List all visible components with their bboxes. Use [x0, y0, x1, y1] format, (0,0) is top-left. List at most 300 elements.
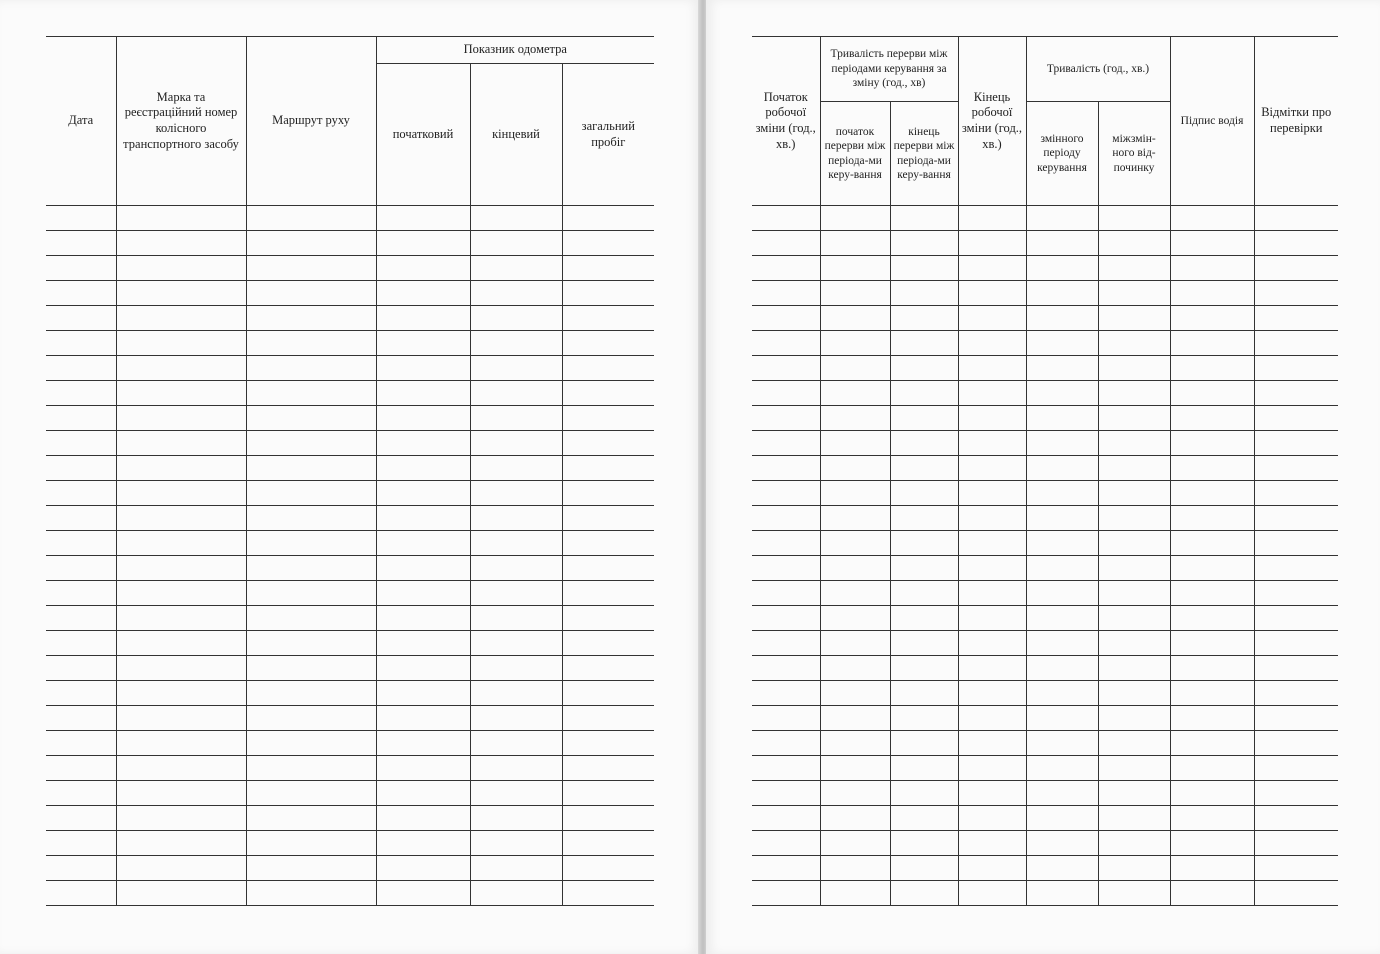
work-time-cell[interactable] — [1254, 431, 1338, 456]
trip-log-cell[interactable] — [376, 206, 470, 231]
work-time-cell[interactable] — [1098, 856, 1170, 881]
work-time-cell[interactable] — [752, 781, 820, 806]
work-time-cell[interactable] — [1254, 406, 1338, 431]
work-time-cell[interactable] — [1098, 831, 1170, 856]
work-time-cell[interactable] — [958, 231, 1026, 256]
trip-log-cell[interactable] — [562, 481, 654, 506]
trip-log-cell[interactable] — [562, 581, 654, 606]
work-time-cell[interactable] — [1254, 706, 1338, 731]
work-time-cell[interactable] — [1254, 231, 1338, 256]
work-time-cell[interactable] — [752, 581, 820, 606]
work-time-cell[interactable] — [820, 281, 890, 306]
work-time-cell[interactable] — [890, 856, 958, 881]
work-time-cell[interactable] — [1170, 481, 1254, 506]
trip-log-cell[interactable] — [246, 406, 376, 431]
trip-log-cell[interactable] — [116, 331, 246, 356]
trip-log-cell[interactable] — [246, 831, 376, 856]
trip-log-cell[interactable] — [562, 781, 654, 806]
trip-log-cell[interactable] — [46, 756, 116, 781]
trip-log-cell[interactable] — [470, 381, 562, 406]
work-time-cell[interactable] — [958, 631, 1026, 656]
work-time-cell[interactable] — [890, 531, 958, 556]
trip-log-cell[interactable] — [376, 656, 470, 681]
work-time-cell[interactable] — [1098, 756, 1170, 781]
trip-log-cell[interactable] — [470, 356, 562, 381]
work-time-cell[interactable] — [1026, 431, 1098, 456]
trip-log-cell[interactable] — [116, 756, 246, 781]
trip-log-cell[interactable] — [246, 506, 376, 531]
work-time-cell[interactable] — [1254, 481, 1338, 506]
trip-log-cell[interactable] — [470, 781, 562, 806]
trip-log-cell[interactable] — [562, 656, 654, 681]
work-time-cell[interactable] — [1170, 381, 1254, 406]
trip-log-cell[interactable] — [470, 856, 562, 881]
trip-log-cell[interactable] — [470, 406, 562, 431]
work-time-cell[interactable] — [820, 431, 890, 456]
trip-log-cell[interactable] — [562, 706, 654, 731]
trip-log-cell[interactable] — [46, 831, 116, 856]
trip-log-cell[interactable] — [116, 231, 246, 256]
trip-log-cell[interactable] — [376, 481, 470, 506]
trip-log-cell[interactable] — [46, 606, 116, 631]
trip-log-cell[interactable] — [562, 281, 654, 306]
work-time-cell[interactable] — [890, 556, 958, 581]
trip-log-cell[interactable] — [470, 606, 562, 631]
work-time-cell[interactable] — [1254, 806, 1338, 831]
trip-log-cell[interactable] — [46, 406, 116, 431]
trip-log-cell[interactable] — [470, 756, 562, 781]
work-time-cell[interactable] — [752, 406, 820, 431]
trip-log-cell[interactable] — [562, 756, 654, 781]
work-time-cell[interactable] — [1026, 706, 1098, 731]
trip-log-cell[interactable] — [562, 531, 654, 556]
trip-log-cell[interactable] — [562, 456, 654, 481]
trip-log-cell[interactable] — [116, 781, 246, 806]
work-time-cell[interactable] — [1170, 631, 1254, 656]
trip-log-cell[interactable] — [116, 456, 246, 481]
work-time-cell[interactable] — [1254, 681, 1338, 706]
work-time-cell[interactable] — [1098, 781, 1170, 806]
work-time-cell[interactable] — [752, 306, 820, 331]
work-time-cell[interactable] — [958, 281, 1026, 306]
work-time-cell[interactable] — [752, 631, 820, 656]
trip-log-cell[interactable] — [470, 481, 562, 506]
work-time-cell[interactable] — [820, 256, 890, 281]
work-time-cell[interactable] — [1098, 431, 1170, 456]
work-time-cell[interactable] — [1026, 406, 1098, 431]
work-time-cell[interactable] — [890, 506, 958, 531]
trip-log-cell[interactable] — [562, 256, 654, 281]
trip-log-cell[interactable] — [376, 406, 470, 431]
work-time-cell[interactable] — [1098, 681, 1170, 706]
trip-log-cell[interactable] — [376, 431, 470, 456]
work-time-cell[interactable] — [1170, 256, 1254, 281]
trip-log-cell[interactable] — [46, 581, 116, 606]
work-time-cell[interactable] — [1026, 256, 1098, 281]
trip-log-cell[interactable] — [46, 631, 116, 656]
work-time-cell[interactable] — [1098, 331, 1170, 356]
trip-log-cell[interactable] — [376, 881, 470, 906]
trip-log-cell[interactable] — [46, 281, 116, 306]
trip-log-cell[interactable] — [376, 256, 470, 281]
work-time-cell[interactable] — [890, 806, 958, 831]
trip-log-cell[interactable] — [376, 331, 470, 356]
trip-log-cell[interactable] — [376, 681, 470, 706]
work-time-cell[interactable] — [890, 631, 958, 656]
work-time-cell[interactable] — [1026, 856, 1098, 881]
work-time-cell[interactable] — [1170, 506, 1254, 531]
work-time-cell[interactable] — [1098, 381, 1170, 406]
trip-log-cell[interactable] — [562, 831, 654, 856]
trip-log-cell[interactable] — [116, 731, 246, 756]
work-time-cell[interactable] — [1098, 806, 1170, 831]
trip-log-cell[interactable] — [562, 556, 654, 581]
work-time-cell[interactable] — [1026, 756, 1098, 781]
work-time-cell[interactable] — [1170, 431, 1254, 456]
work-time-cell[interactable] — [958, 431, 1026, 456]
work-time-cell[interactable] — [1254, 656, 1338, 681]
work-time-cell[interactable] — [752, 556, 820, 581]
work-time-cell[interactable] — [958, 206, 1026, 231]
trip-log-cell[interactable] — [246, 606, 376, 631]
work-time-cell[interactable] — [1026, 681, 1098, 706]
work-time-cell[interactable] — [1254, 281, 1338, 306]
work-time-cell[interactable] — [958, 706, 1026, 731]
trip-log-cell[interactable] — [116, 631, 246, 656]
work-time-cell[interactable] — [958, 306, 1026, 331]
work-time-cell[interactable] — [820, 381, 890, 406]
work-time-cell[interactable] — [820, 456, 890, 481]
work-time-cell[interactable] — [820, 331, 890, 356]
trip-log-cell[interactable] — [46, 206, 116, 231]
trip-log-cell[interactable] — [470, 431, 562, 456]
work-time-cell[interactable] — [1254, 756, 1338, 781]
trip-log-cell[interactable] — [470, 631, 562, 656]
work-time-cell[interactable] — [958, 806, 1026, 831]
work-time-cell[interactable] — [1098, 256, 1170, 281]
trip-log-cell[interactable] — [116, 306, 246, 331]
trip-log-cell[interactable] — [376, 381, 470, 406]
trip-log-cell[interactable] — [376, 556, 470, 581]
work-time-cell[interactable] — [1254, 531, 1338, 556]
work-time-cell[interactable] — [1170, 231, 1254, 256]
work-time-cell[interactable] — [890, 581, 958, 606]
trip-log-cell[interactable] — [376, 606, 470, 631]
work-time-cell[interactable] — [1026, 281, 1098, 306]
work-time-cell[interactable] — [1026, 806, 1098, 831]
trip-log-cell[interactable] — [46, 656, 116, 681]
work-time-cell[interactable] — [958, 856, 1026, 881]
work-time-cell[interactable] — [890, 656, 958, 681]
work-time-cell[interactable] — [752, 806, 820, 831]
work-time-cell[interactable] — [958, 606, 1026, 631]
work-time-cell[interactable] — [958, 331, 1026, 356]
work-time-cell[interactable] — [1098, 881, 1170, 906]
work-time-cell[interactable] — [1170, 706, 1254, 731]
trip-log-cell[interactable] — [116, 831, 246, 856]
work-time-cell[interactable] — [958, 406, 1026, 431]
trip-log-cell[interactable] — [116, 681, 246, 706]
work-time-cell[interactable] — [1098, 556, 1170, 581]
work-time-cell[interactable] — [958, 556, 1026, 581]
work-time-cell[interactable] — [1098, 731, 1170, 756]
trip-log-cell[interactable] — [46, 431, 116, 456]
work-time-cell[interactable] — [890, 306, 958, 331]
work-time-cell[interactable] — [890, 381, 958, 406]
trip-log-cell[interactable] — [376, 356, 470, 381]
trip-log-cell[interactable] — [46, 556, 116, 581]
trip-log-cell[interactable] — [470, 331, 562, 356]
work-time-cell[interactable] — [820, 631, 890, 656]
work-time-cell[interactable] — [820, 706, 890, 731]
trip-log-cell[interactable] — [562, 606, 654, 631]
work-time-cell[interactable] — [1098, 631, 1170, 656]
work-time-cell[interactable] — [1170, 756, 1254, 781]
work-time-cell[interactable] — [1098, 231, 1170, 256]
work-time-cell[interactable] — [752, 881, 820, 906]
trip-log-cell[interactable] — [376, 456, 470, 481]
work-time-cell[interactable] — [752, 481, 820, 506]
trip-log-cell[interactable] — [562, 856, 654, 881]
trip-log-cell[interactable] — [246, 281, 376, 306]
work-time-cell[interactable] — [1098, 306, 1170, 331]
work-time-cell[interactable] — [958, 756, 1026, 781]
trip-log-cell[interactable] — [376, 631, 470, 656]
trip-log-cell[interactable] — [562, 431, 654, 456]
work-time-cell[interactable] — [1170, 531, 1254, 556]
trip-log-cell[interactable] — [46, 681, 116, 706]
work-time-cell[interactable] — [1026, 581, 1098, 606]
work-time-cell[interactable] — [1098, 456, 1170, 481]
trip-log-cell[interactable] — [376, 831, 470, 856]
work-time-cell[interactable] — [890, 481, 958, 506]
trip-log-cell[interactable] — [470, 556, 562, 581]
work-time-cell[interactable] — [890, 406, 958, 431]
trip-log-cell[interactable] — [116, 481, 246, 506]
work-time-cell[interactable] — [958, 581, 1026, 606]
trip-log-cell[interactable] — [376, 306, 470, 331]
work-time-cell[interactable] — [1026, 781, 1098, 806]
work-time-cell[interactable] — [1254, 781, 1338, 806]
trip-log-cell[interactable] — [246, 206, 376, 231]
work-time-cell[interactable] — [1098, 281, 1170, 306]
work-time-cell[interactable] — [1170, 281, 1254, 306]
work-time-cell[interactable] — [1254, 256, 1338, 281]
work-time-cell[interactable] — [752, 606, 820, 631]
trip-log-cell[interactable] — [376, 506, 470, 531]
work-time-cell[interactable] — [958, 481, 1026, 506]
trip-log-cell[interactable] — [376, 731, 470, 756]
work-time-cell[interactable] — [890, 781, 958, 806]
trip-log-cell[interactable] — [46, 356, 116, 381]
trip-log-cell[interactable] — [376, 531, 470, 556]
work-time-cell[interactable] — [820, 531, 890, 556]
work-time-cell[interactable] — [1170, 781, 1254, 806]
trip-log-cell[interactable] — [246, 431, 376, 456]
work-time-cell[interactable] — [1170, 206, 1254, 231]
trip-log-cell[interactable] — [470, 881, 562, 906]
trip-log-cell[interactable] — [246, 756, 376, 781]
trip-log-cell[interactable] — [470, 706, 562, 731]
work-time-cell[interactable] — [958, 381, 1026, 406]
trip-log-cell[interactable] — [562, 206, 654, 231]
trip-log-cell[interactable] — [562, 231, 654, 256]
work-time-cell[interactable] — [1026, 331, 1098, 356]
work-time-cell[interactable] — [820, 856, 890, 881]
work-time-cell[interactable] — [890, 881, 958, 906]
work-time-cell[interactable] — [890, 431, 958, 456]
trip-log-cell[interactable] — [246, 306, 376, 331]
work-time-cell[interactable] — [1254, 581, 1338, 606]
work-time-cell[interactable] — [1254, 881, 1338, 906]
trip-log-cell[interactable] — [116, 356, 246, 381]
trip-log-cell[interactable] — [246, 856, 376, 881]
work-time-cell[interactable] — [1254, 556, 1338, 581]
work-time-cell[interactable] — [1026, 456, 1098, 481]
trip-log-cell[interactable] — [470, 256, 562, 281]
work-time-cell[interactable] — [1026, 831, 1098, 856]
trip-log-cell[interactable] — [470, 306, 562, 331]
work-time-cell[interactable] — [1170, 556, 1254, 581]
trip-log-cell[interactable] — [46, 506, 116, 531]
trip-log-cell[interactable] — [562, 681, 654, 706]
work-time-cell[interactable] — [890, 256, 958, 281]
work-time-cell[interactable] — [1026, 731, 1098, 756]
work-time-cell[interactable] — [752, 856, 820, 881]
trip-log-cell[interactable] — [116, 531, 246, 556]
work-time-cell[interactable] — [958, 681, 1026, 706]
trip-log-cell[interactable] — [470, 806, 562, 831]
work-time-cell[interactable] — [1254, 506, 1338, 531]
trip-log-cell[interactable] — [46, 731, 116, 756]
trip-log-cell[interactable] — [46, 256, 116, 281]
trip-log-cell[interactable] — [562, 356, 654, 381]
work-time-cell[interactable] — [820, 756, 890, 781]
work-time-cell[interactable] — [752, 331, 820, 356]
work-time-cell[interactable] — [1026, 206, 1098, 231]
trip-log-cell[interactable] — [376, 581, 470, 606]
work-time-cell[interactable] — [820, 406, 890, 431]
trip-log-cell[interactable] — [376, 231, 470, 256]
trip-log-cell[interactable] — [376, 706, 470, 731]
trip-log-cell[interactable] — [246, 556, 376, 581]
work-time-cell[interactable] — [1026, 606, 1098, 631]
work-time-cell[interactable] — [1170, 306, 1254, 331]
work-time-cell[interactable] — [958, 731, 1026, 756]
trip-log-cell[interactable] — [116, 206, 246, 231]
work-time-cell[interactable] — [1170, 581, 1254, 606]
trip-log-cell[interactable] — [246, 456, 376, 481]
trip-log-cell[interactable] — [470, 281, 562, 306]
work-time-cell[interactable] — [752, 531, 820, 556]
work-time-cell[interactable] — [890, 331, 958, 356]
work-time-cell[interactable] — [958, 506, 1026, 531]
work-time-cell[interactable] — [1254, 356, 1338, 381]
work-time-cell[interactable] — [820, 606, 890, 631]
trip-log-cell[interactable] — [470, 581, 562, 606]
trip-log-cell[interactable] — [46, 306, 116, 331]
trip-log-cell[interactable] — [246, 881, 376, 906]
trip-log-cell[interactable] — [246, 356, 376, 381]
work-time-cell[interactable] — [958, 531, 1026, 556]
trip-log-cell[interactable] — [116, 381, 246, 406]
work-time-cell[interactable] — [1098, 406, 1170, 431]
trip-log-cell[interactable] — [116, 556, 246, 581]
trip-log-cell[interactable] — [246, 331, 376, 356]
work-time-cell[interactable] — [1026, 381, 1098, 406]
work-time-cell[interactable] — [1098, 356, 1170, 381]
work-time-cell[interactable] — [820, 881, 890, 906]
work-time-cell[interactable] — [752, 681, 820, 706]
trip-log-cell[interactable] — [562, 381, 654, 406]
work-time-cell[interactable] — [1026, 356, 1098, 381]
trip-log-cell[interactable] — [470, 506, 562, 531]
work-time-cell[interactable] — [1254, 606, 1338, 631]
trip-log-cell[interactable] — [116, 806, 246, 831]
work-time-cell[interactable] — [890, 831, 958, 856]
trip-log-cell[interactable] — [46, 331, 116, 356]
trip-log-cell[interactable] — [116, 881, 246, 906]
work-time-cell[interactable] — [820, 481, 890, 506]
trip-log-cell[interactable] — [246, 806, 376, 831]
work-time-cell[interactable] — [820, 206, 890, 231]
work-time-cell[interactable] — [820, 556, 890, 581]
trip-log-cell[interactable] — [116, 581, 246, 606]
work-time-cell[interactable] — [752, 356, 820, 381]
work-time-cell[interactable] — [752, 381, 820, 406]
trip-log-cell[interactable] — [116, 706, 246, 731]
work-time-cell[interactable] — [1254, 856, 1338, 881]
trip-log-cell[interactable] — [562, 806, 654, 831]
work-time-cell[interactable] — [1026, 656, 1098, 681]
trip-log-cell[interactable] — [470, 456, 562, 481]
work-time-cell[interactable] — [890, 456, 958, 481]
work-time-cell[interactable] — [1098, 706, 1170, 731]
work-time-cell[interactable] — [1026, 531, 1098, 556]
trip-log-cell[interactable] — [246, 681, 376, 706]
trip-log-cell[interactable] — [562, 881, 654, 906]
work-time-cell[interactable] — [752, 831, 820, 856]
trip-log-cell[interactable] — [562, 306, 654, 331]
trip-log-cell[interactable] — [246, 256, 376, 281]
trip-log-cell[interactable] — [116, 256, 246, 281]
work-time-cell[interactable] — [1026, 556, 1098, 581]
trip-log-cell[interactable] — [376, 756, 470, 781]
trip-log-cell[interactable] — [562, 731, 654, 756]
trip-log-cell[interactable] — [46, 381, 116, 406]
trip-log-cell[interactable] — [376, 856, 470, 881]
trip-log-cell[interactable] — [470, 206, 562, 231]
trip-log-cell[interactable] — [246, 381, 376, 406]
work-time-cell[interactable] — [820, 581, 890, 606]
trip-log-cell[interactable] — [46, 231, 116, 256]
trip-log-cell[interactable] — [116, 656, 246, 681]
trip-log-cell[interactable] — [562, 406, 654, 431]
trip-log-cell[interactable] — [470, 531, 562, 556]
work-time-cell[interactable] — [890, 606, 958, 631]
work-time-cell[interactable] — [1170, 606, 1254, 631]
trip-log-cell[interactable] — [470, 231, 562, 256]
work-time-cell[interactable] — [820, 831, 890, 856]
work-time-cell[interactable] — [1098, 581, 1170, 606]
trip-log-cell[interactable] — [246, 631, 376, 656]
work-time-cell[interactable] — [820, 506, 890, 531]
work-time-cell[interactable] — [958, 781, 1026, 806]
trip-log-cell[interactable] — [470, 731, 562, 756]
work-time-cell[interactable] — [820, 356, 890, 381]
work-time-cell[interactable] — [752, 281, 820, 306]
trip-log-cell[interactable] — [46, 456, 116, 481]
